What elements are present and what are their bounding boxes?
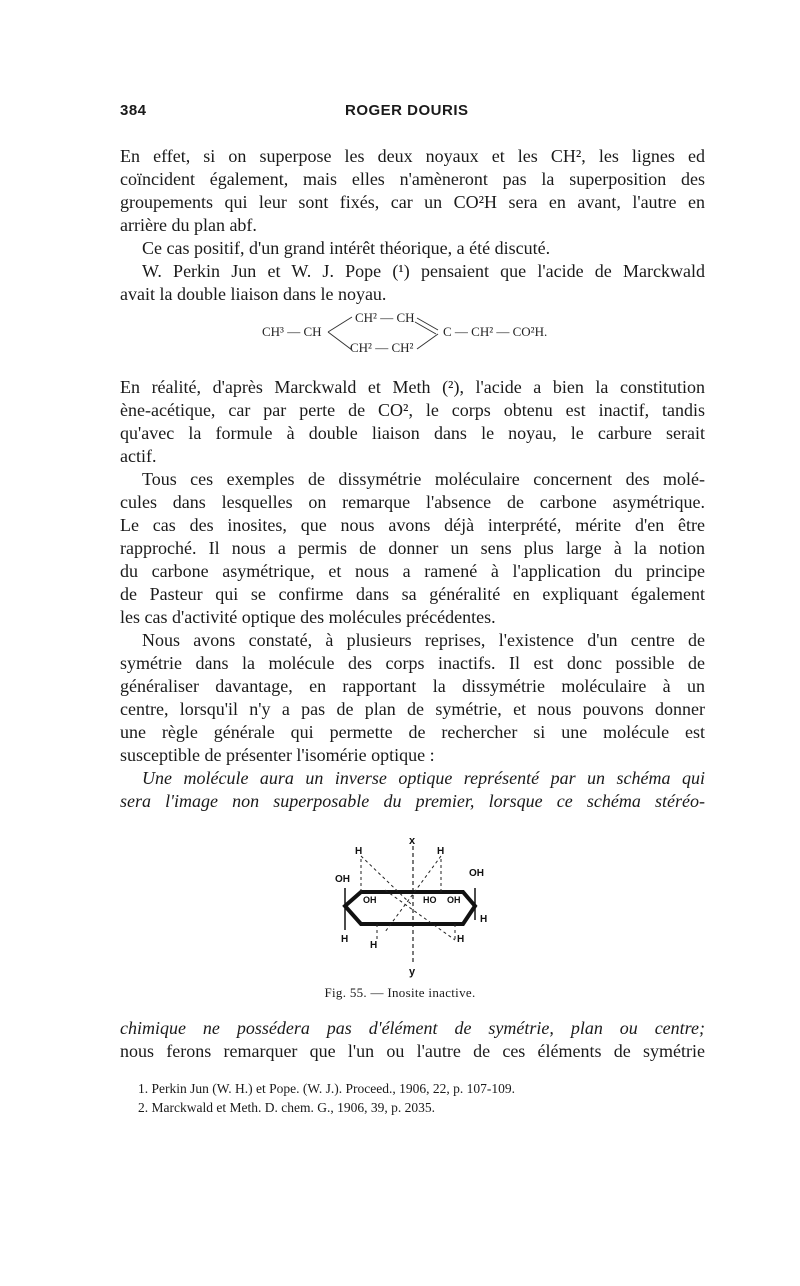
text-line: centre, lorsqu'il n'y a pas de plan de symétrie, et nous pouvons donner	[120, 699, 705, 719]
atom-label: H	[355, 846, 363, 857]
formula-bottom: CH² — CH²	[350, 340, 414, 355]
text-line: avait la double liaison dans le noyau.	[120, 284, 387, 304]
text-line: nous ferons remarquer que l'un ou l'autre de ces éléments de symétrie	[120, 1041, 705, 1061]
text-line: En effet, si on superpose les deux noyaux et les CH², les lignes ed	[120, 146, 705, 166]
atom-label: H	[480, 914, 488, 925]
text-line: arrière du plan abf.	[120, 215, 257, 235]
text-line: chimique ne possédera pas d'élément de symétrie, plan ou centre;	[120, 1018, 705, 1038]
text-line: symétrie dans la molécule des corps inactifs. Il est donc possible de	[120, 653, 705, 673]
text-line: actif.	[120, 446, 157, 466]
text-line: ène-acétique, car par perte de CO², le corps obtenu est inactif, tandis	[120, 400, 705, 420]
axis-label-y: y	[409, 966, 416, 978]
page-number: 384	[120, 102, 147, 119]
atom-label: H	[437, 846, 445, 857]
bond-dashed	[385, 890, 455, 940]
text-line: groupements qui leur sont fixés, car un CO²H sera en avant, l'autre en	[120, 192, 705, 212]
atom-label: H	[341, 934, 349, 945]
axis-label-x: x	[409, 835, 416, 847]
atom-label: H	[370, 940, 378, 951]
footnote-2: 2. Marckwald et Meth. D. chem. G., 1906, 39, p. 2035.	[138, 1100, 435, 1115]
atom-label: H	[457, 934, 465, 945]
atom-label: OH	[335, 874, 350, 885]
text-line: du carbone asymétrique, et nous a ramené à l'application du principe	[120, 561, 705, 581]
text-line: sera l'image non superposable du premier, lorsque ce schéma stéréo-	[120, 791, 705, 811]
atom-label: OH	[469, 868, 484, 879]
text-line: susceptible de présenter l'isomérie optique :	[120, 745, 435, 765]
text-line: coïncident également, mais elles n'amèneront pas la superposition des	[120, 169, 705, 189]
formula-top: CH² — CH	[355, 310, 415, 325]
text-line: Une molécule aura un inverse optique représenté par un schéma qui	[142, 768, 705, 788]
text-line: qu'avec la formule à double liaison dans le noyau, le carbure serait	[120, 423, 705, 443]
text-line: Nous avons constaté, à plusieurs reprises, l'existence d'un centre de	[142, 630, 705, 650]
text-line: rapproché. Il nous a permis de donner un sens plus large à la notion	[120, 538, 705, 558]
inosite-figure	[325, 832, 495, 982]
atom-label: OH	[447, 895, 461, 905]
text-line: généraliser davantage, en rapportant la dissymétrie moléculaire à un	[120, 676, 705, 696]
text-line: Tous ces exemples de dissymétrie moléculaire concernent des molé-	[142, 469, 705, 489]
figure-caption: Fig. 55. — Inosite inactive.	[324, 985, 476, 1000]
text-line: Le cas des inosites, que nous avons déjà interprété, mérite d'en être	[120, 515, 705, 535]
formula-bonds	[326, 312, 446, 358]
text-line: W. Perkin Jun et W. J. Pope (¹) pensaient que l'acide de Marckwald	[142, 261, 705, 281]
running-head: ROGER DOURIS	[345, 102, 469, 119]
text-line: cules dans lesquelles on remarque l'absence de carbone asymétrique.	[120, 492, 705, 512]
paragraph-2: Ce cas positif, d'un grand intérêt théorique, a été discuté.	[142, 238, 551, 258]
formula-right: C — CH² — CO²H.	[443, 324, 548, 339]
atom-label: OH	[363, 895, 377, 905]
text-line: une règle générale qui permette de rechercher si une molécule est	[120, 722, 705, 742]
formula-left: CH³ — CH	[262, 324, 322, 339]
atom-label: HO	[423, 895, 437, 905]
footnote-1: 1. Perkin Jun (W. H.) et Pope. (W. J.). Proceed., 1906, 22, p. 107-109.	[138, 1081, 515, 1096]
text-line: les cas d'activité optique des molécules précédentes.	[120, 607, 496, 627]
text-line: de Pasteur qui se confirme dans sa généralité en expliquant également	[120, 584, 705, 604]
text-line: En réalité, d'après Marckwald et Meth (²), l'acide a bien la constitution	[120, 377, 705, 397]
